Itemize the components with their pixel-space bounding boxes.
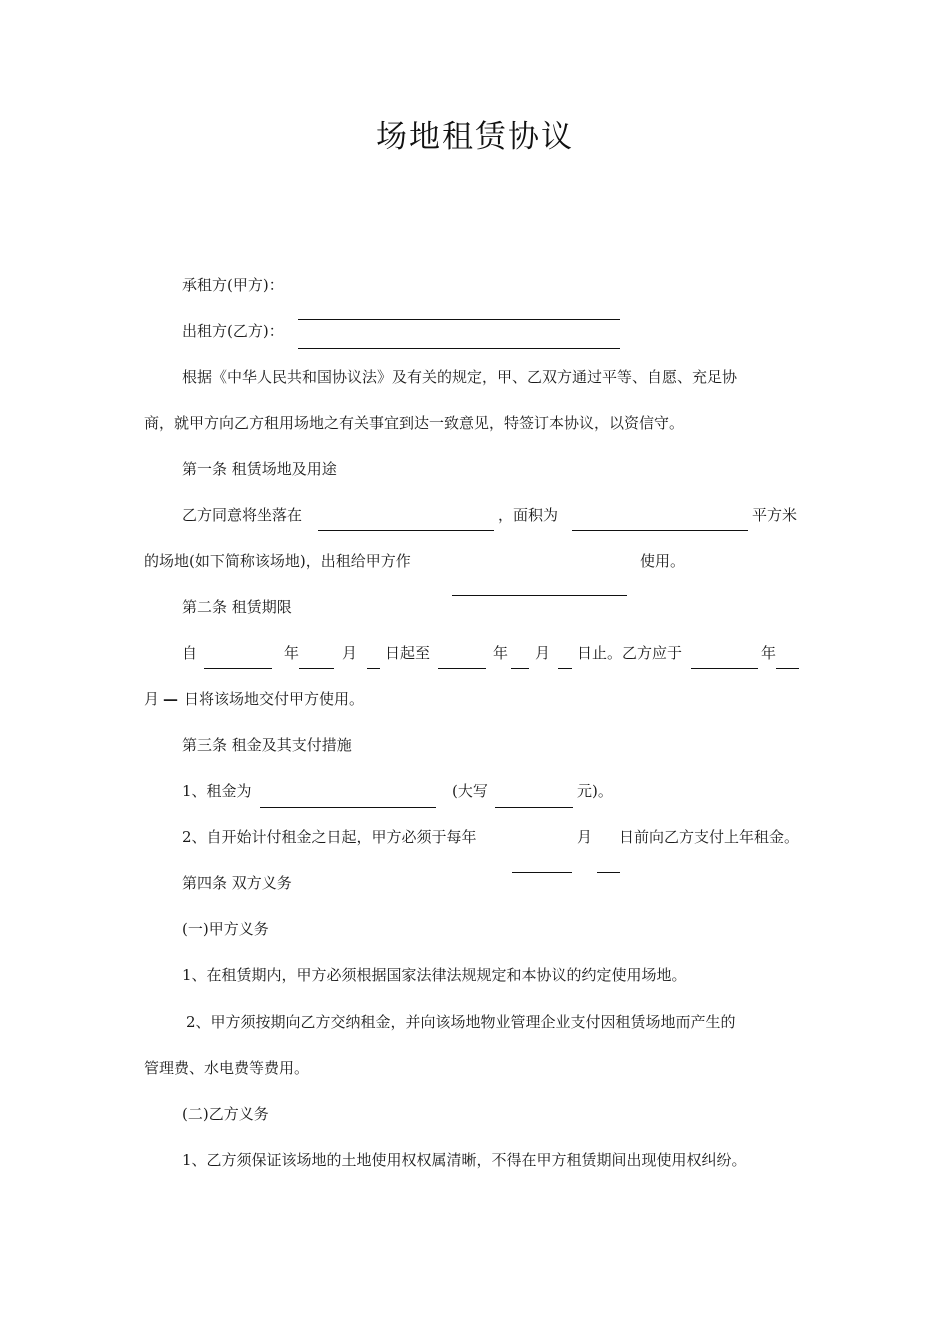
article-4-heading: 第四条 双方义务 (182, 874, 292, 892)
term-day-until: 日起至 (385, 644, 431, 662)
party-a-duty-2-line-1: 2、甲方须按期向乙方交纳租金，并向该场地物业管理企业支付因租赁场地而产生的 (186, 1013, 736, 1031)
document-title: 场地租赁协议 (376, 119, 574, 155)
article-3-heading: 第三条 租金及其支付措施 (182, 736, 352, 754)
rent-amount-blank (260, 807, 436, 808)
party-a-duties-heading: (一)甲方义务 (182, 920, 269, 938)
term-end: 日止。乙方应于 (577, 644, 683, 662)
end-month-blank (511, 668, 529, 669)
rent-capital-label: (大写 (452, 782, 488, 800)
rent-amount-label: 1、租金为 (182, 782, 252, 800)
term-month-3: 月 (144, 690, 160, 708)
lessor-blank (298, 348, 620, 349)
payment-day-blank (597, 872, 620, 873)
article-1-use-label: 的场地(如下简称该场地)，出租给甲方作 (144, 552, 411, 570)
delivery-year-blank (691, 668, 758, 669)
term-delivery-text: 日将该场地交付甲方使用。 (184, 690, 365, 708)
article-1-use-end: 使用。 (640, 552, 686, 570)
start-year-blank (204, 668, 272, 669)
article-1-area-label: ，面积为 (498, 506, 559, 524)
location-blank (318, 530, 494, 531)
delivery-month-blank (776, 668, 799, 669)
payment-month-label: 月 (577, 828, 593, 846)
party-b-duties-heading: (二)乙方义务 (182, 1105, 269, 1123)
payment-date-text: 2、自开始计付租金之日起，甲方必须于每年 (182, 828, 477, 846)
rent-currency: 元)。 (577, 782, 613, 800)
end-day-blank (558, 668, 572, 669)
start-day-blank (367, 668, 380, 669)
payment-month-blank (512, 872, 572, 873)
use-purpose-blank (452, 595, 627, 596)
intro-line-1: 根据《中华人民共和国协议法》及有关的规定，甲、乙双方通过平等、自愿、充足协 (182, 368, 738, 386)
term-year-2: 年 (493, 644, 509, 662)
term-from: 自 (182, 644, 198, 662)
term-month-1: 月 (342, 644, 358, 662)
term-year-1: 年 (284, 644, 300, 662)
term-month-2: 月 (535, 644, 551, 662)
rent-capital-blank (495, 807, 573, 808)
delivery-day-dash: — (163, 690, 178, 708)
intro-line-2: 商，就甲方向乙方租用场地之有关事宜到达一致意见，特签订本协议，以资信守。 (144, 414, 685, 432)
article-2-heading: 第二条 租赁期限 (182, 598, 292, 616)
end-year-blank (438, 668, 486, 669)
lessor-label: 出租方(乙方)： (182, 322, 284, 340)
lessee-blank (298, 319, 620, 320)
lessee-label: 承租方(甲方)： (182, 276, 284, 294)
party-a-duty-1: 1、在租赁期内，甲方必须根据国家法律法规规定和本协议的约定使用场地。 (182, 966, 687, 984)
party-b-duty-1: 1、乙方须保证该场地的土地使用权权属清晰，不得在甲方租赁期间出现使用权纠纷。 (182, 1151, 747, 1169)
payment-day-text: 日前向乙方支付上年租金。 (619, 828, 800, 846)
term-year-3: 年 (761, 644, 777, 662)
party-a-duty-2-line-2: 管理费、水电费等费用。 (144, 1059, 310, 1077)
start-month-blank (299, 668, 334, 669)
article-1-heading: 第一条 租赁场地及用途 (182, 460, 337, 478)
area-blank (572, 530, 748, 531)
article-1-location-label: 乙方同意将坐落在 (182, 506, 303, 524)
article-1-unit: 平方米 (752, 506, 798, 524)
